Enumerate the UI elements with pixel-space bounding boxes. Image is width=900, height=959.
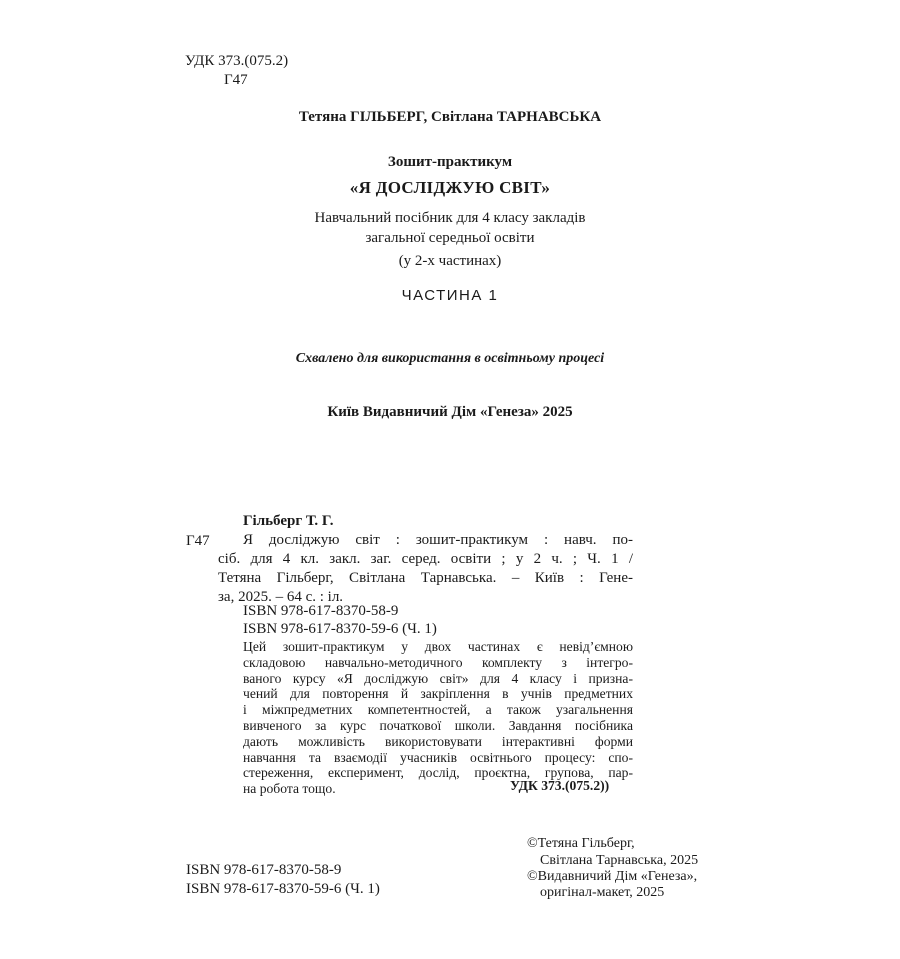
footer-isbn-1: ISBN 978-617-8370-58-9	[186, 862, 342, 878]
parts-note: (у 2-х частинах)	[398, 253, 502, 269]
bib-line: Я досліджую світ : зошит-практикум : навч. по-	[243, 532, 633, 548]
annotation-line: складовою навчально-методичного комплекту з інтегро-	[243, 654, 633, 670]
description-line-1: Навчальний посібник для 4 класу закладів	[314, 210, 586, 226]
annotation-line: ваного курсу «Я досліджую світ» для 4 класу і призна-	[243, 670, 633, 686]
annotation-line: навчання та взаємодії учасників освітнього процесу: спо-	[243, 749, 633, 765]
annotation-line: чений для повторення й закріплення в учнів предметних	[243, 686, 633, 702]
udk-code: УДК 373.(075.2)	[185, 53, 289, 69]
bib-udk: УДК 373.(075.2))	[510, 778, 610, 793]
author-mark: Г47	[224, 72, 248, 88]
bib-description	[218, 531, 633, 607]
footer-isbn-2: ISBN 978-617-8370-59-6 (Ч. 1)	[186, 881, 380, 897]
authors: Тетяна ГІЛЬБЕРГ, Світлана ТАРНАВСЬКА	[298, 109, 602, 125]
bib-isbn-1: ISBN 978-617-8370-58-9	[243, 603, 399, 619]
approval-note: Схвалено для використання в освітньому процесі	[295, 351, 605, 366]
publisher-line: Київ Видавничий Дім «Генеза» 2025	[327, 404, 573, 420]
description-line-2: загальної середньої освіти	[365, 230, 535, 246]
book-subtitle: Зошит-практикум	[387, 154, 513, 170]
bib-line: Тетяна Гільберг, Світлана Тарнавська. – Київ : Гене-	[218, 570, 633, 586]
copyright-line-1: ©Тетяна Гільберг,	[527, 836, 635, 851]
annotation-line: стереження, експеримент, дослід, проєктна, групова, пар-	[243, 765, 633, 781]
annotation-line: на робота тощо.	[243, 781, 336, 797]
annotation-line: і міжпредметних компетентностей, а також узагальнення	[243, 702, 633, 718]
annotation-line: Цей зошит-практикум у двох частинах є невід’ємною	[243, 639, 633, 654]
annotation-line: дають можливість використовувати інтерактивні форми	[243, 733, 633, 749]
bib-author: Гільберг Т. Г.	[243, 513, 334, 529]
copyright-line-3: ©Видавничий Дім «Генеза»,	[527, 869, 698, 884]
bib-line: сіб. для 4 кл. закл. заг. серед. освіти ; у 2 ч. ; Ч. 1 /	[218, 551, 633, 567]
copyright-line-4: оригінал-макет, 2025	[540, 885, 665, 900]
annotation-line: вивченого за курс початкової школи. Завдання посібника	[243, 717, 633, 733]
bib-isbn-2: ISBN 978-617-8370-59-6 (Ч. 1)	[243, 621, 437, 637]
annotation	[243, 639, 633, 797]
part-number: ЧАСТИНА 1	[401, 287, 499, 304]
bib-line: за, 2025. – 64 с. : іл.	[218, 589, 344, 605]
bib-code: Г47	[186, 533, 210, 549]
copyright-line-2: Світлана Тарнавська, 2025	[540, 853, 699, 868]
book-title: «Я ДОСЛІДЖУЮ СВІТ»	[349, 178, 551, 197]
